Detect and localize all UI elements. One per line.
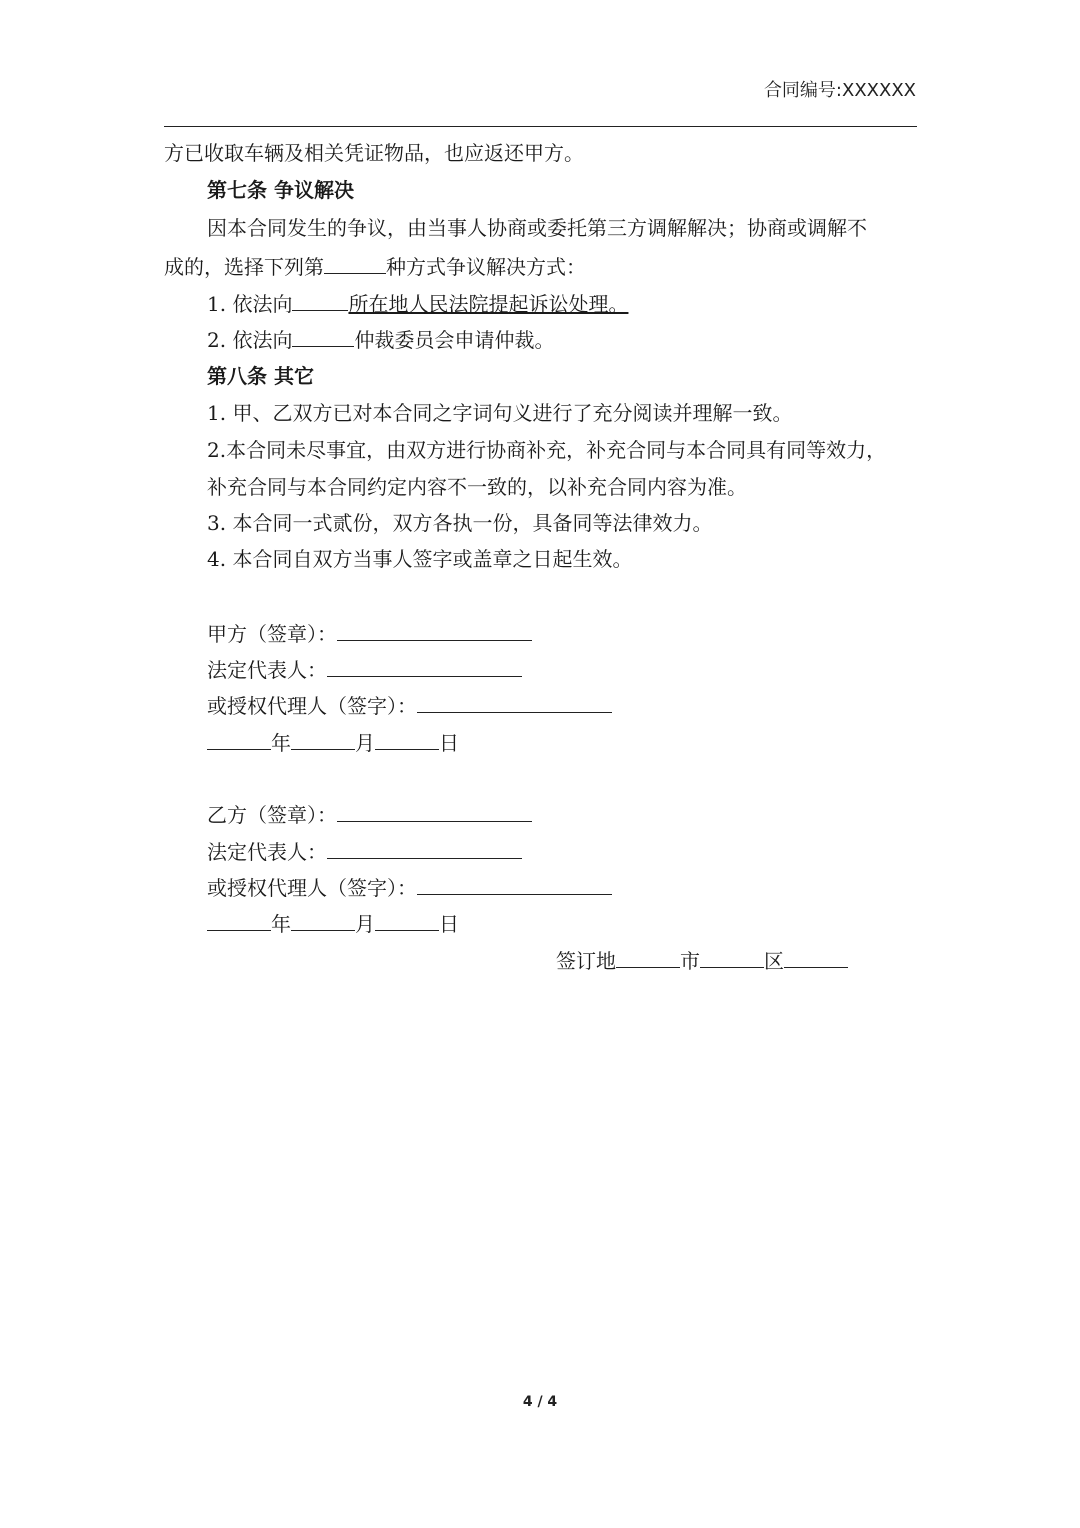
party-b-month-field[interactable] xyxy=(291,910,355,931)
party-b-agent xyxy=(207,874,612,900)
option-number-blank[interactable] xyxy=(324,253,386,274)
signing-place xyxy=(556,947,848,973)
party-b-seal-field[interactable] xyxy=(337,801,532,822)
party-a-day-label: 日 xyxy=(439,731,459,755)
party-a-representative xyxy=(207,656,522,682)
article-7-text-a: 成的，选择下列第 xyxy=(164,255,324,279)
party-a-year-label: 年 xyxy=(271,731,291,755)
party-a-seal-field[interactable] xyxy=(337,620,532,641)
continuation-line: 方已收取车辆及相关凭证物品，也应返还甲方。 xyxy=(164,141,584,165)
party-a-rep-label: 法定代表人： xyxy=(207,658,327,682)
option-2 xyxy=(207,326,554,352)
party-a-agent-field[interactable] xyxy=(417,692,612,713)
article-7-text-b: 种方式争议解决方式： xyxy=(386,255,586,279)
party-a-agent xyxy=(207,692,612,718)
page-number: 4 / 4 xyxy=(522,1394,558,1410)
city-label: 市 xyxy=(680,949,700,973)
party-a-seal-label: 甲方（签章）： xyxy=(207,622,337,646)
court-location-blank[interactable] xyxy=(292,290,348,311)
party-b-year-field[interactable] xyxy=(207,910,271,931)
option-2-text-a: 2. 依法向 xyxy=(207,328,293,352)
signing-place-label: 签订地 xyxy=(556,949,616,973)
party-a-month-field[interactable] xyxy=(291,729,355,750)
party-b-representative xyxy=(207,838,522,864)
party-a-agent-label: 或授权代理人（签字）： xyxy=(207,694,417,718)
arbitration-commission-blank[interactable] xyxy=(292,326,354,347)
option-1-text-a: 1. 依法向 xyxy=(207,292,293,316)
party-b-day-field[interactable] xyxy=(375,910,439,931)
signing-place-blank[interactable] xyxy=(616,947,680,968)
party-b-rep-label: 法定代表人： xyxy=(207,840,327,864)
article-8-item-1: 1. 甲、乙双方已对本合同之字词句义进行了充分阅读并理解一致。 xyxy=(207,401,793,425)
party-a-rep-field[interactable] xyxy=(327,656,522,677)
district-label: 区 xyxy=(764,949,784,973)
party-a-seal xyxy=(207,620,532,646)
article-8-item-4: 4. 本合同自双方当事人签字或盖章之日起生效。 xyxy=(207,547,633,571)
party-b-seal-label: 乙方（签章）： xyxy=(207,803,337,827)
party-b-day-label: 日 xyxy=(439,912,459,936)
article-7-paragraph-line-2 xyxy=(164,253,586,279)
party-a-date xyxy=(207,729,459,755)
header-divider xyxy=(164,126,917,127)
option-2-text-b: 仲裁委员会申请仲裁。 xyxy=(354,328,555,352)
article-7-title: 第七条 争议解决 xyxy=(207,178,354,202)
article-8-title: 第八条 其它 xyxy=(207,364,314,388)
party-b-month-label: 月 xyxy=(355,912,375,936)
option-1 xyxy=(207,290,628,316)
article-8-item-2-line-1: 2.本合同未尽事宜，由双方进行协商补充，补充合同与本合同具有同等效力， xyxy=(207,438,887,462)
article-8-item-2-line-2: 补充合同与本合同约定内容不一致的，以补充合同内容为准。 xyxy=(207,475,747,499)
city-blank[interactable] xyxy=(700,947,764,968)
party-b-year-label: 年 xyxy=(271,912,291,936)
party-a-day-field[interactable] xyxy=(375,729,439,750)
article-7-paragraph-line-1: 因本合同发生的争议，由当事人协商或委托第三方调解解决；协商或调解不 xyxy=(207,216,867,240)
option-1-text-b: 所在地人民法院提起诉讼处理。 xyxy=(348,292,629,316)
party-b-agent-label: 或授权代理人（签字）： xyxy=(207,876,417,900)
party-b-date xyxy=(207,910,459,936)
party-a-year-field[interactable] xyxy=(207,729,271,750)
district-blank[interactable] xyxy=(784,947,848,968)
party-b-rep-field[interactable] xyxy=(327,838,522,859)
party-b-seal xyxy=(207,801,532,827)
party-a-month-label: 月 xyxy=(355,731,375,755)
article-8-item-3: 3. 本合同一式贰份，双方各执一份，具备同等法律效力。 xyxy=(207,511,713,535)
party-b-agent-field[interactable] xyxy=(417,874,612,895)
contract-number: 合同编号:XXXXXX xyxy=(763,80,916,101)
